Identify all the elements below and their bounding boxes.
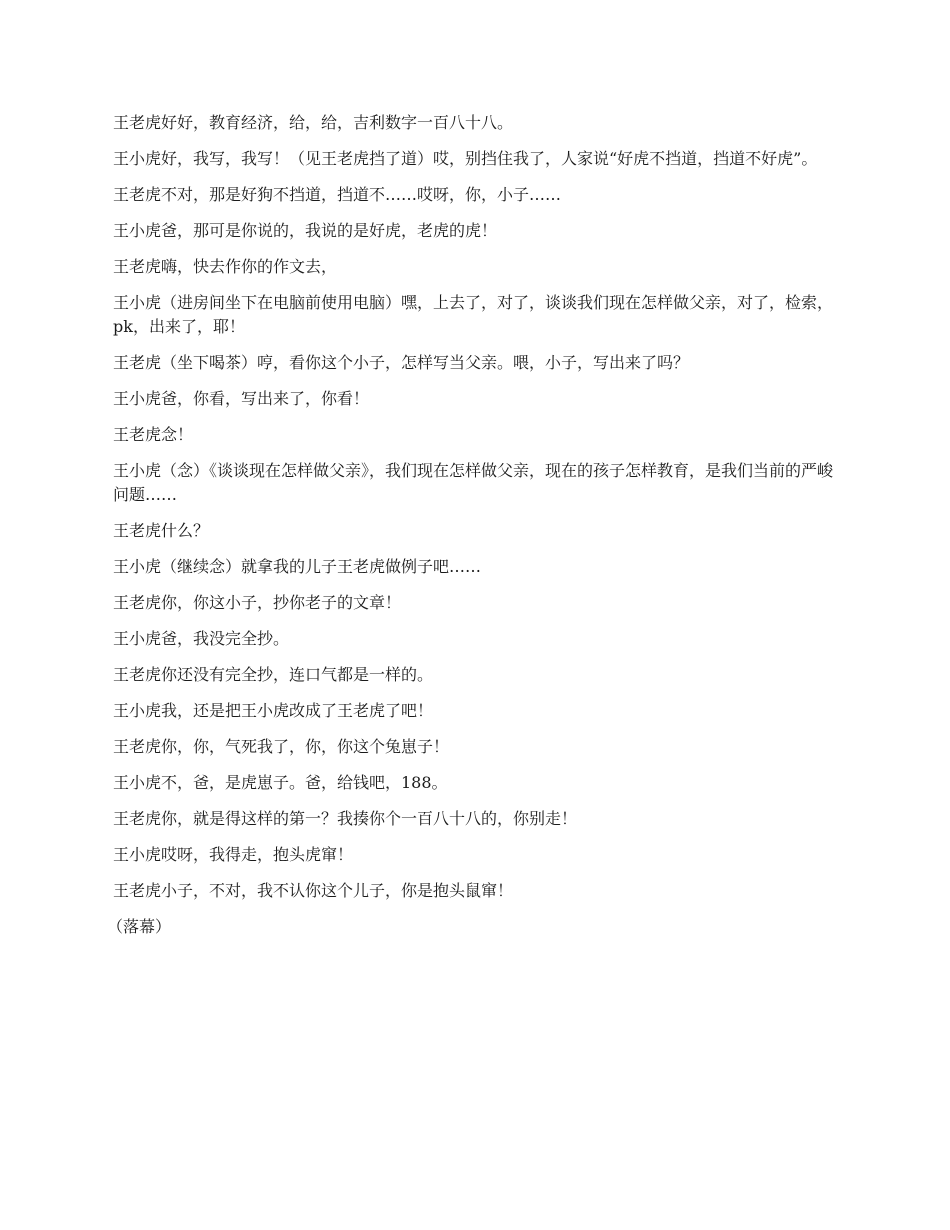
dialogue-line-4: 王小虎爸，那可是你说的，我说的是好虎，老虎的虎！ xyxy=(113,221,498,240)
dialogue-line-13: 王老虎你，你这小子，抄你老子的文章！ xyxy=(113,593,402,612)
dialogue-line-18: 王小虎不，爸，是虎崽子。爸，给钱吧，188。 xyxy=(113,773,448,792)
dialogue-line-21: 王老虎小子，不对，我不认你这个儿子，你是抱头鼠窜！ xyxy=(113,881,514,900)
dialogue-line-14: 王小虎爸，我没完全抄。 xyxy=(113,629,290,648)
dialogue-line-9: 王老虎念！ xyxy=(113,425,194,444)
stage-direction-curtain: （落幕） xyxy=(107,917,172,936)
dialogue-line-6: 王小虎（进房间坐下在电脑前使用电脑）嘿，上去了，对了，谈谈我们现在怎样做父亲，对了，检索，pk，出来了，耶！ xyxy=(113,293,834,336)
dialogue-line-2: 王小虎好，我写，我写！（见王老虎挡了道）哎，别挡住我了，人家说“好虎不挡道，挡道不好虎”。 xyxy=(113,149,818,168)
dialogue-line-12: 王小虎（继续念）就拿我的儿子王老虎做例子吧…… xyxy=(113,557,482,576)
dialogue-line-7: 王老虎（坐下喝茶）哼，看你这个小子，怎样写当父亲。喂，小子，写出来了吗？ xyxy=(113,353,690,372)
dialogue-line-1: 王老虎好好，教育经济，给，给，吉利数字一百八十八。 xyxy=(113,113,514,132)
dialogue-line-11: 王老虎什么？ xyxy=(113,521,210,540)
dialogue-line-10: 王小虎（念）《谈谈现在怎样做父亲》，我们现在怎样做父亲，现在的孩子怎样教育，是我们当前的严峻问题…… xyxy=(113,461,834,504)
dialogue-line-3: 王老虎不对，那是好狗不挡道，挡道不……哎呀，你，小子…… xyxy=(113,185,562,204)
dialogue-line-20: 王小虎哎呀，我得走，抱头虎窜！ xyxy=(113,845,354,864)
document-page xyxy=(107,111,843,951)
dialogue-line-19: 王老虎你，就是得这样的第一？我揍你个一百八十八的，你别走！ xyxy=(113,809,578,828)
dialogue-line-17: 王老虎你，你，气死我了，你，你这个兔崽子！ xyxy=(113,737,450,756)
dialogue-line-15: 王老虎你还没有完全抄，连口气都是一样的。 xyxy=(113,665,434,684)
dialogue-line-16: 王小虎我，还是把王小虎改成了王老虎了吧！ xyxy=(113,701,434,720)
dialogue-line-5: 王老虎嗨，快去作你的作文去， xyxy=(113,257,338,276)
dialogue-line-8: 王小虎爸，你看，写出来了，你看！ xyxy=(113,389,370,408)
